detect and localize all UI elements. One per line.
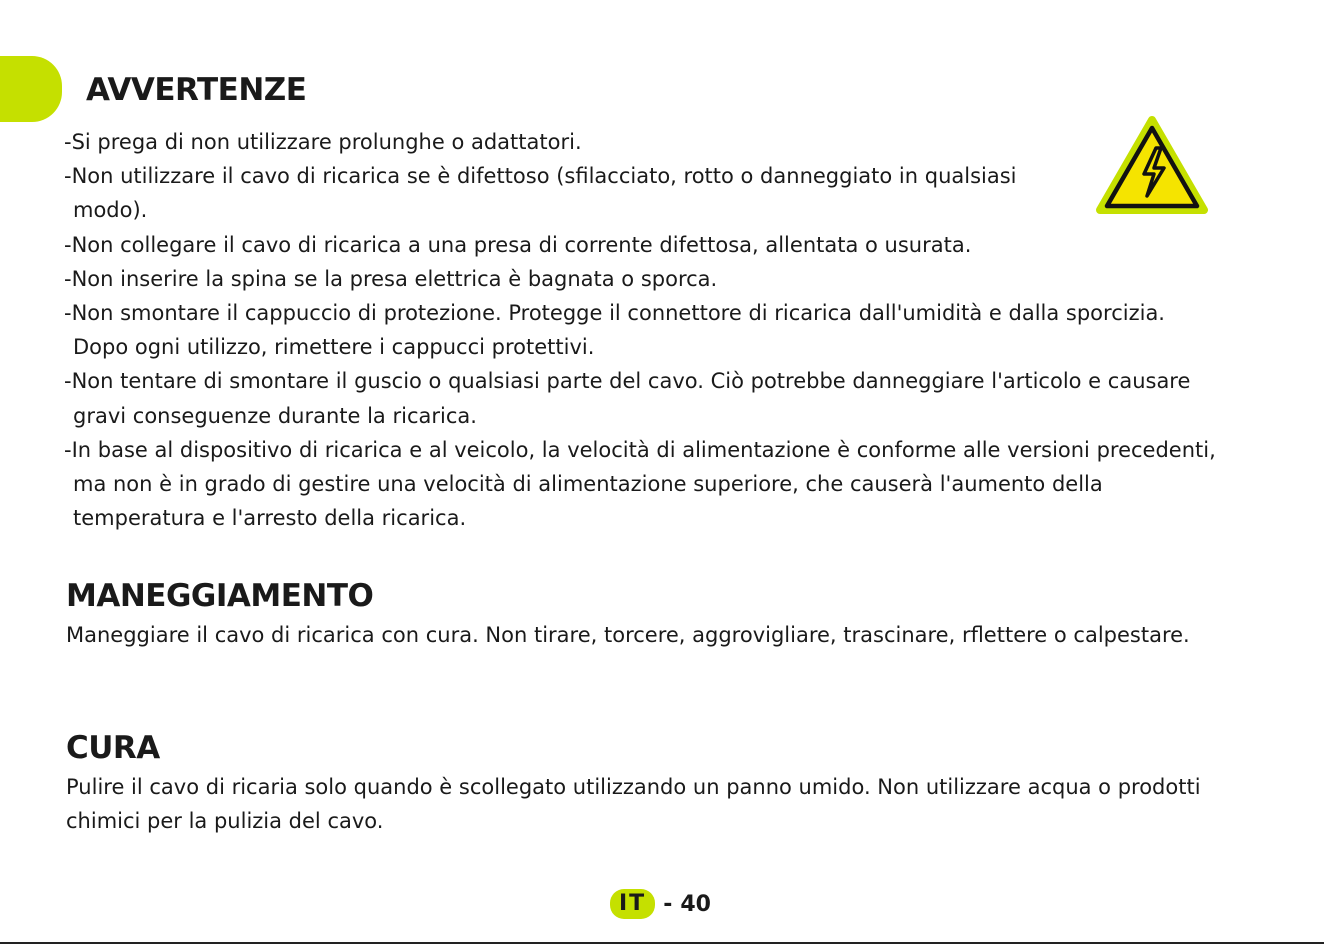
warning-item: -Si prega di non utilizzare prolunghe o adattatori. <box>64 130 582 154</box>
section-title-cura: CURA <box>66 730 160 766</box>
section-tab-marker <box>0 56 62 122</box>
warning-item: -Non smontare il cappuccio di protezione. Protegge il connettore di ricarica dall'umidità e dalla sporcizia. Dopo ogni utilizzo, rimettere i cappucci protettivi. <box>64 301 1165 360</box>
warning-item: -Non collegare il cavo di ricarica a una presa di corrente difettosa, allentata o usurata. <box>64 232 972 257</box>
page-number: 40 <box>680 891 711 917</box>
language-badge: IT <box>610 889 655 919</box>
footer-separator: - <box>663 891 673 917</box>
warning-item: -In base al dispositivo di ricarica e al veicolo, la velocità di alimentazione è conforme alle versioni precedenti, ma non è in grado di gestire una velocità di alimentazione superiore, che causerà l'aumento della temperatura e l'arresto della ricarica. <box>64 437 1216 531</box>
page-footer <box>610 889 711 919</box>
bottom-divider <box>0 942 1324 944</box>
warning-item: -Non inserire la spina se la presa elettrica è bagnata o sporca. <box>64 266 718 291</box>
warnings-list <box>64 125 1224 535</box>
maneggiamento-text: Maneggiare il cavo di ricarica con cura. Non tirare, torcere, aggrovigliare, trascinare, rflettere o calpestare. <box>66 623 1190 647</box>
warning-item: -Non tentare di smontare il guscio o qualsiasi parte del cavo. Ciò potrebbe danneggiare l'articolo e causare gravi conseguenze durante la ricarica. <box>64 369 1191 428</box>
section-title-avvertenze: AVVERTENZE <box>86 72 307 108</box>
cura-text: Pulire il cavo di ricaria solo quando è scollegato utilizzando un panno umido. Non utilizzare acqua o prodotti chimici per la pulizia del cavo. <box>66 775 1201 833</box>
section-title-maneggiamento: MANEGGIAMENTO <box>66 578 374 614</box>
warning-item: -Non utilizzare il cavo di ricarica se è difettoso (sfilacciato, rotto o danneggiato in qualsiasi modo). <box>64 164 1017 223</box>
